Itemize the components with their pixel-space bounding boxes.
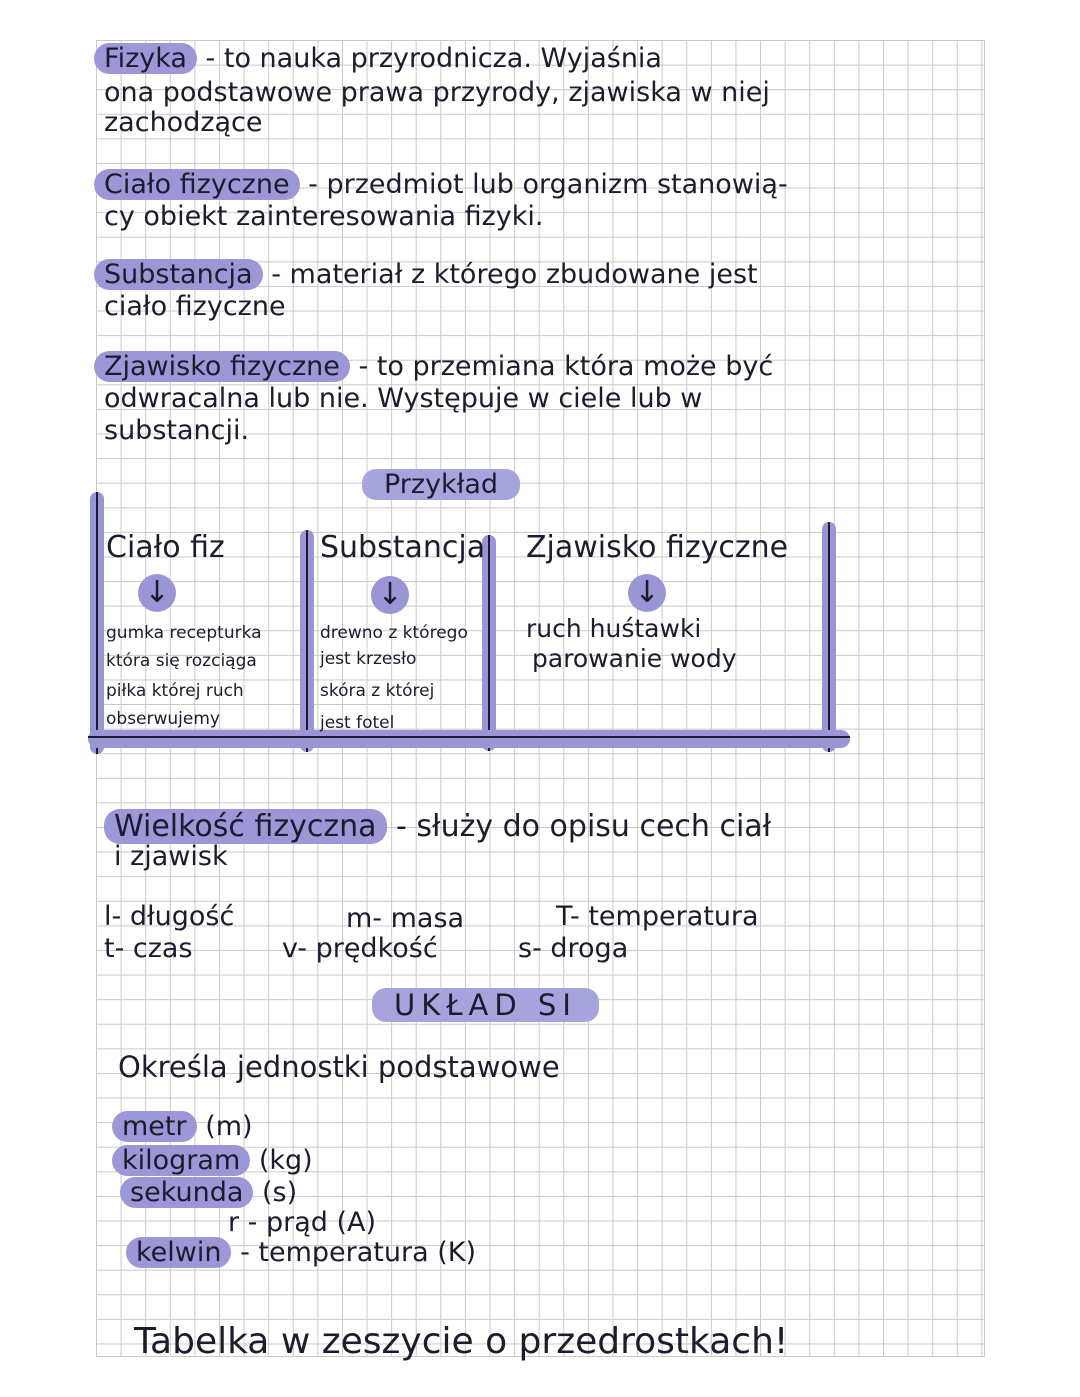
example-heading (362, 470, 520, 500)
wielkosc-line-1 (114, 810, 771, 844)
example-col3-header: Zjawisko fizyczne (526, 530, 789, 565)
unit-symbol: - temperatura (K) (240, 1237, 476, 1268)
unit-name: kelwin (126, 1237, 231, 1268)
example-heading-text: Przykład (362, 469, 520, 500)
substancja-line-1 (104, 260, 758, 290)
zjawisko-definition-2: odwracalna lub nie. Występuje w ciele lub w (104, 383, 703, 414)
table-border-right (822, 522, 836, 752)
si-intro: Określa jednostki podstawowe (118, 1050, 560, 1084)
fizyka-definition-3: zachodzące (104, 107, 263, 138)
unit-symbol: (m) (205, 1111, 253, 1142)
zjawisko-line-1 (104, 352, 773, 382)
si-unit-metr (122, 1112, 253, 1142)
si-heading-text: UKŁAD SI (372, 988, 599, 1022)
example-col2-header: Substancja (320, 530, 486, 565)
substancja-definition-1: - materiał z którego zbudowane jest (271, 259, 758, 290)
arrow-down-icon: ↓ (628, 574, 666, 612)
table-border-bottom (88, 730, 850, 748)
zjawisko-definition-3: substancji. (104, 415, 250, 446)
footer-note: Tabelka w zeszycie o przedrostkach! (134, 1321, 789, 1362)
fizyka-definition-2: ona podstawowe prawa przyrody, zjawiska w niej (104, 77, 770, 108)
list-item: drewno z którego (320, 623, 468, 643)
list-item: jest krzesło (320, 649, 417, 669)
list-item: parowanie wody (532, 644, 737, 673)
unit-name: sekunda (120, 1177, 253, 1208)
quantity-temperature: T- temperatura (556, 901, 759, 932)
unit-symbol: (kg) (258, 1145, 313, 1176)
cialo-definition-2: cy obiekt zainteresowania fizyki. (104, 201, 544, 232)
wielkosc-definition-1: - służy do opisu cech ciał (396, 809, 772, 844)
quantity-velocity: v- prędkość (282, 933, 438, 964)
cialo-definition-1: - przedmiot lub organizm stanowią- (308, 169, 788, 200)
list-item: ruch huśtawki (526, 614, 702, 643)
si-unit-amper (228, 1208, 376, 1238)
example-col1-header: Ciało fiz (106, 530, 225, 565)
si-heading (372, 990, 599, 1020)
unit-name: kilogram (112, 1145, 250, 1176)
zjawisko-definition-1: - to przemiana która może być (358, 351, 774, 382)
unit-symbol: r - prąd (A) (228, 1207, 377, 1238)
list-item: skóra z której (320, 681, 435, 701)
substancja-definition-2: ciało fizyczne (104, 291, 286, 322)
fizyka-definition-1: - to nauka przyrodnicza. Wyjaśnia (205, 43, 662, 74)
list-item: jest fotel (320, 713, 395, 733)
cialo-line-1 (104, 170, 788, 200)
quantity-length: l- długość (104, 901, 235, 932)
si-unit-kilogram (122, 1146, 313, 1176)
table-divider-1 (300, 530, 314, 752)
list-item: obserwujemy (106, 709, 220, 729)
quantity-distance: s- droga (518, 933, 629, 964)
si-unit-kelwin (136, 1238, 476, 1268)
term-cialo-fizyczne: Ciało fizyczne (94, 169, 300, 200)
list-item: piłka której ruch (106, 681, 244, 701)
term-substancja: Substancja (94, 259, 263, 290)
list-item: która się rozciąga (106, 651, 257, 671)
wielkosc-definition-2: i zjawisk (114, 841, 228, 872)
table-border-left (90, 492, 104, 754)
arrow-down-icon: ↓ (138, 574, 176, 612)
unit-symbol: (s) (262, 1177, 298, 1208)
quantity-time: t- czas (104, 933, 193, 964)
unit-name: metr (112, 1111, 197, 1142)
arrow-down-icon: ↓ (371, 576, 409, 614)
si-unit-sekunda (130, 1178, 297, 1208)
term-zjawisko-fizyczne: Zjawisko fizyczne (94, 351, 350, 382)
list-item: gumka recepturka (106, 623, 262, 643)
term-wielkosc-fizyczna: Wielkość fizyczna (104, 809, 387, 844)
fizyka-line-1 (104, 44, 662, 74)
quantity-mass: m- masa (346, 903, 465, 934)
table-divider-2 (482, 535, 496, 751)
term-fizyka: Fizyka (94, 43, 197, 74)
